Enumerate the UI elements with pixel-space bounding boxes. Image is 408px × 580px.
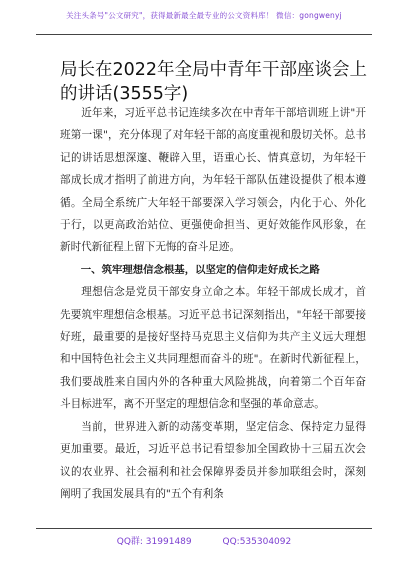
body-paragraph: 当前，世界进入新的动荡变革期，坚定信念、保持定力显得更加重要。最近，习近平总书记看望参加全国政协十三届五次会议的农业界、社会福利和社会保障界委员并参加联组会时，深刻阐明了我国发展具有的"五个有利条 (60, 420, 366, 500)
qq-text: QQ:535304092 (222, 537, 292, 547)
footer (0, 534, 408, 547)
document-body (60, 102, 366, 505)
body-paragraph: 近年来，习近平总书记连续多次在中青年干部培训班上讲"开班第一课"，充分体现了对年轻干部的高度重视和殷切关怀。总书记的讲话思想深邃、鞭辟入里，语重心长、情真意切，为年轻干部成长成才指明了前进方向，为年轻干部队伍建设提供了根本遵循。全局全系统广大年轻干部要深入学习领会，内化于心、外化于行，以更高政治站位、更强使命担当、更好效能作风形象，在新时代新征程上留下无悔的奋斗足迹。 (60, 107, 366, 254)
body-paragraph: 理想信念是党员干部安身立命之本。年轻干部成长成才，首先要筑牢理想信念根基。习近平总书记深刻指出，"年轻干部要接好班，最重要的是接好坚持马克思主义信仰为共产主义远大理想和中国特色社会主义共同理想而奋斗的班"。在新时代新征程上，我们要战胜来自国内外的各种重大风险挑战，向着第二个百年奋斗目标进军，离不开坚定的理想信念和坚强的革命意志。 (60, 286, 366, 411)
document-title: 局长在2022年全局中青年干部座谈会上的讲话(3555字) (60, 60, 368, 104)
header-banner: 关注头条号"公文研究"，获得最新最全最专业的公文资料库！ 微信：gongwenyj (66, 11, 342, 20)
section-heading: 一、筑牢理想信念根基，以坚定的信仰走好成长之路 (80, 263, 320, 276)
qq-group-text: QQ群: 31991489 (116, 537, 192, 547)
header-divider (36, 34, 372, 35)
footer-divider (36, 528, 372, 529)
